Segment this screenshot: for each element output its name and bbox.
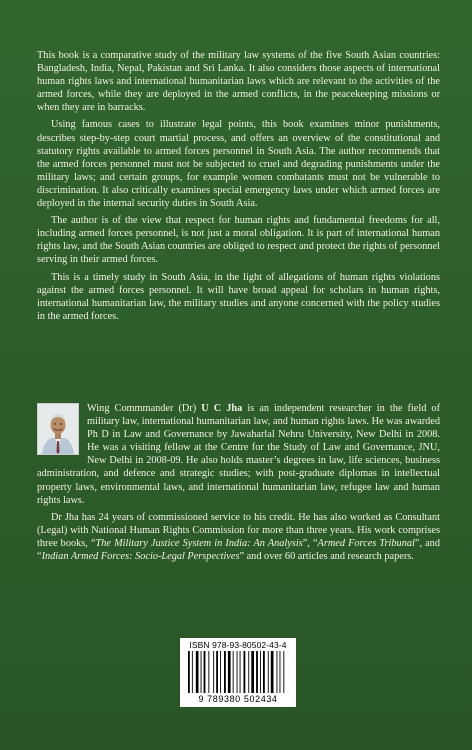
book-title-3: Indian Armed Forces: Socio-Legal Perspectives [41, 551, 240, 563]
author-bio-paragraph-1 [37, 402, 440, 507]
author-name: U C Jha [201, 403, 243, 414]
barcode-digits: 9 789380 502434 [198, 694, 278, 704]
isbn-barcode [180, 638, 296, 707]
description-paragraph-1: This book is a comparative study of the military law systems of the five South Asian countries: Bangladesh, India, Nepal, Pakistan and Sri Lanka. It also considers those aspects of international human rights laws and international humanitarian laws which are relevant to the activities of the armed forces, while they are deployed in the armed conflicts, in the peacekeeping missions or when they are in barracks. [37, 50, 440, 114]
author-bio [37, 402, 440, 567]
isbn-number: ISBN 978-93-80502-43-4 [189, 640, 287, 650]
book-description [37, 49, 440, 327]
bio-text-c: ”, and “ [37, 537, 440, 563]
author-title: Wing Commmander (Dr) [87, 403, 202, 414]
description-paragraph-4: This is a timely study in South Asia, in the light of allegations of human rights violations against the armed forces personnel. It will have broad appeal for scholars in human rights, international humanitarian law, the military studies and anyone concerned with the policy studies in the armed forces. [37, 271, 440, 322]
book-title-2: Armed Forces Tribunal [317, 537, 415, 549]
author-bio-paragraph-2 [37, 511, 440, 563]
bio-text-d: ” and over 60 articles and research papers. [239, 551, 414, 563]
barcode-bars [188, 651, 288, 695]
author-photo [37, 403, 79, 455]
description-paragraph-3: The author is of the view that respect for human rights and fundamental freedoms for all, including armed forces personnel, is not just a moral obligation. It is part of international human rights law, and the South Asian countries are obliged to respect and protect the rights of personnel serving in their armed forces. [37, 215, 440, 266]
description-paragraph-2: Using famous cases to illustrate legal points, this book examines minor punishments, describes step-by-step court martial process, and offers an overview of the constitutional and statutory rights available to armed forces personnel in South Asia. The author recommends that the armed forces personnel must not be subjected to cruel and degrading punishments under the military laws; and certain groups, for example women combatants must not be vulnerable to discrimination. It also critically examines special emergency laws under which armed forces are deployed in the internal security duties in South Asia. [37, 119, 440, 210]
author-bio-text: is an independent researcher in the field of military law, international humanitarian law, and human rights laws. He was awarded Ph D in Law and Governance by Jawaharlal Nehru University, New Delhi in 2008. He was a visiting fellow at the Centre for the Study of Law and Governance, JNU, New Delhi in 2008-09. He also holds master’s degrees in law, life sciences, business administration, and defence and strategic studies; with post-graduate diplomas in intellectual property laws, environmental laws, and international humanitarian law, refugee law and human rights laws. [37, 403, 440, 506]
bio-text-b: ”, “ [302, 537, 318, 549]
book-title-1: The Military Justice System in India: An Analysis [95, 537, 303, 549]
bio-text-a: Dr Jha has 24 years of commissioned service to his credit. He has also worked as Consultant (Legal) with National Human Rights Commission for more than three years. His work comprises three books, “ [37, 511, 440, 549]
